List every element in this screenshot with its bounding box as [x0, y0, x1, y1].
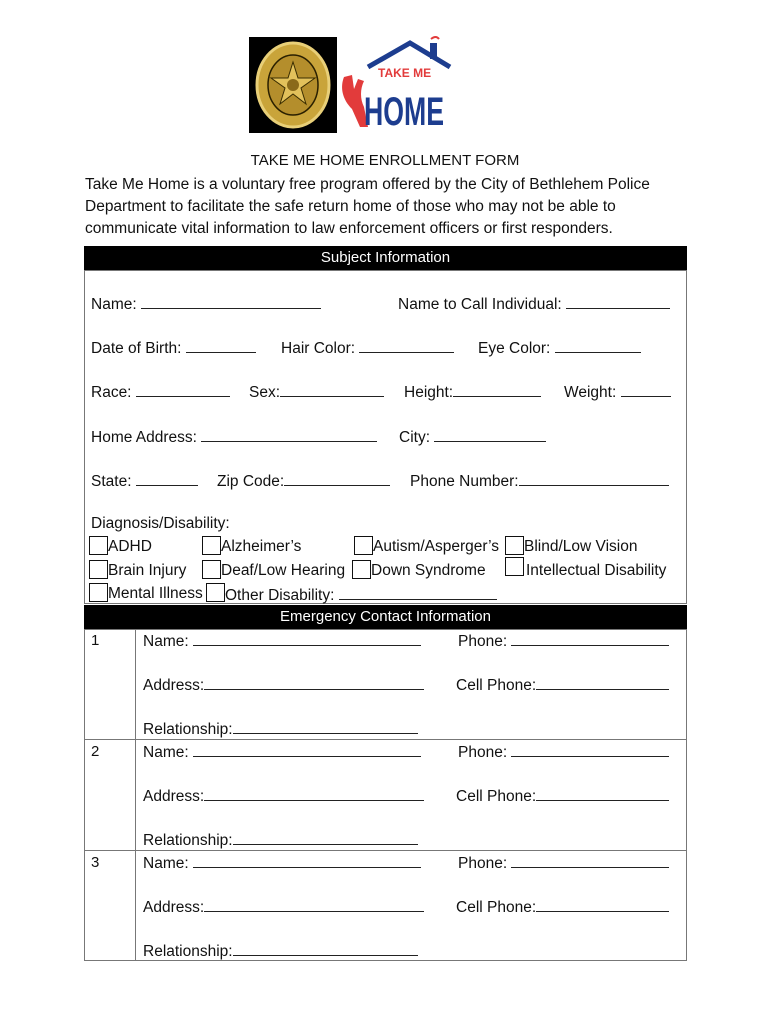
contact1-phone-input[interactable]	[511, 631, 669, 646]
adhd-label: ADHD	[108, 538, 152, 555]
hair-label: Hair Color:	[281, 340, 356, 357]
autism-label: Autism/Asperger’s	[373, 538, 500, 555]
race-input[interactable]	[136, 382, 230, 397]
name-to-call-field[interactable]	[398, 294, 670, 314]
emergency-column-divider	[135, 629, 136, 961]
contact1-relationship-field[interactable]	[143, 719, 418, 739]
address-label: Home Address:	[91, 429, 197, 446]
contact3-phone-input[interactable]	[511, 853, 669, 868]
sex-field[interactable]	[249, 382, 384, 402]
brain-injury-checkbox[interactable]	[89, 560, 108, 579]
name-to-call-label: Name to Call Individual:	[398, 296, 562, 313]
logo-text-bottom: HOME	[364, 90, 444, 134]
contact1-name-label: Name:	[143, 633, 189, 650]
contact3-address-input[interactable]	[204, 897, 424, 912]
weight-label: Weight:	[564, 384, 617, 401]
zip-label: Zip Code:	[217, 473, 285, 490]
contact2-name-input[interactable]	[193, 742, 421, 757]
name-input[interactable]	[141, 294, 321, 309]
other-disability-checkbox[interactable]	[206, 583, 225, 602]
blind-checkbox[interactable]	[505, 536, 524, 555]
zip-field[interactable]	[217, 471, 390, 491]
contact2-address-field[interactable]	[143, 786, 424, 806]
contact-number-2: 2	[91, 743, 100, 760]
contact2-phone-label: Phone:	[458, 744, 508, 761]
name-label: Name:	[91, 296, 137, 313]
deaf-checkbox[interactable]	[202, 560, 221, 579]
contact2-cell-label: Cell Phone:	[456, 788, 537, 805]
contact2-address-input[interactable]	[204, 786, 424, 801]
name-to-call-input[interactable]	[566, 294, 670, 309]
down-syndrome-label: Down Syndrome	[371, 562, 486, 579]
contact2-cell-field[interactable]	[456, 786, 669, 806]
eye-label: Eye Color:	[478, 340, 551, 357]
contact2-relationship-field[interactable]	[143, 830, 418, 850]
contact1-cell-label: Cell Phone:	[456, 677, 537, 694]
contact1-phone-field[interactable]	[458, 631, 669, 651]
zip-input[interactable]	[284, 471, 390, 486]
contact1-address-label: Address:	[143, 677, 205, 694]
contact3-name-field[interactable]	[143, 853, 421, 873]
contact3-phone-field[interactable]	[458, 853, 669, 873]
form-title: TAKE ME HOME ENROLLMENT FORM	[250, 152, 520, 169]
intellectual-checkbox[interactable]	[505, 557, 524, 576]
contact1-cell-input[interactable]	[536, 675, 669, 690]
contact2-cell-input[interactable]	[536, 786, 669, 801]
contact1-phone-label: Phone:	[458, 633, 508, 650]
contact1-relationship-input[interactable]	[233, 719, 418, 734]
phone-input[interactable]	[519, 471, 669, 486]
city-label: City:	[399, 429, 430, 446]
contact3-cell-label: Cell Phone:	[456, 899, 537, 916]
contact-number-3: 3	[91, 854, 100, 871]
phone-field[interactable]	[410, 471, 669, 491]
dob-field[interactable]	[91, 338, 256, 358]
address-field[interactable]	[91, 427, 377, 447]
contact3-name-input[interactable]	[193, 853, 421, 868]
name-field[interactable]	[91, 294, 321, 314]
take-me-home-logo	[338, 37, 453, 133]
eye-field[interactable]	[478, 338, 641, 358]
contact1-relationship-label: Relationship:	[143, 721, 233, 738]
race-field[interactable]	[91, 382, 230, 402]
mental-illness-label: Mental Illness	[108, 585, 203, 602]
down-syndrome-checkbox[interactable]	[352, 560, 371, 579]
race-label: Race:	[91, 384, 132, 401]
contact1-address-input[interactable]	[204, 675, 424, 690]
intro-paragraph: Take Me Home is a voluntary free program offered by the City of Bethlehem Police Department to facilitate the safe return home of those who may not be able to communicate vital information to law enforcement officers or first responders.	[85, 176, 650, 237]
city-field[interactable]	[399, 427, 546, 447]
contact2-name-label: Name:	[143, 744, 189, 761]
diagnosis-label: Diagnosis/Disability:	[91, 515, 230, 532]
blind-label: Blind/Low Vision	[524, 538, 638, 555]
autism-checkbox[interactable]	[354, 536, 373, 555]
contact3-address-label: Address:	[143, 899, 205, 916]
adhd-checkbox[interactable]	[89, 536, 108, 555]
other-disability-input[interactable]	[339, 585, 497, 600]
state-label: State:	[91, 473, 132, 490]
dob-label: Date of Birth:	[91, 340, 182, 357]
other-disability-label: Other Disability:	[225, 587, 335, 604]
state-input[interactable]	[136, 471, 198, 486]
eye-input[interactable]	[555, 338, 641, 353]
contact3-relationship-label: Relationship:	[143, 943, 233, 960]
address-input[interactable]	[201, 427, 377, 442]
weight-field[interactable]	[564, 382, 671, 402]
city-input[interactable]	[434, 427, 546, 442]
contact3-name-label: Name:	[143, 855, 189, 872]
phone-label: Phone Number:	[410, 473, 519, 490]
hair-field[interactable]	[281, 338, 454, 358]
contact2-relationship-input[interactable]	[233, 830, 418, 845]
contact1-name-field[interactable]	[143, 631, 421, 651]
height-label: Height:	[404, 384, 454, 401]
contact2-address-label: Address:	[143, 788, 205, 805]
other-disability-field[interactable]	[225, 585, 497, 605]
state-field[interactable]	[91, 471, 198, 491]
logo-text-top: TAKE ME	[378, 66, 432, 80]
deaf-label: Deaf/Low Hearing	[221, 562, 346, 579]
hair-input[interactable]	[359, 338, 454, 353]
alzheimers-label: Alzheimer’s	[221, 538, 302, 555]
contact2-phone-field[interactable]	[458, 742, 669, 762]
contact3-address-field[interactable]	[143, 897, 424, 917]
contact1-address-field[interactable]	[143, 675, 424, 695]
contact2-phone-input[interactable]	[511, 742, 669, 757]
contact3-cell-input[interactable]	[536, 897, 669, 912]
contact-divider-2	[84, 850, 687, 851]
dob-input[interactable]	[186, 338, 256, 353]
contact-number-1: 1	[91, 632, 100, 649]
sex-input[interactable]	[280, 382, 384, 397]
intellectual-label: Intellectual Disability	[526, 562, 667, 579]
contact-divider-1	[84, 739, 687, 740]
police-badge-logo	[249, 37, 337, 133]
weight-input[interactable]	[621, 382, 671, 397]
contact3-phone-label: Phone:	[458, 855, 508, 872]
height-input[interactable]	[453, 382, 541, 397]
contact1-cell-field[interactable]	[456, 675, 669, 695]
contact2-name-field[interactable]	[143, 742, 421, 762]
height-field[interactable]	[404, 382, 541, 402]
brain-injury-label: Brain Injury	[108, 562, 187, 579]
contact2-relationship-label: Relationship:	[143, 832, 233, 849]
subject-info-header: Subject Information	[84, 246, 687, 270]
emergency-contact-header: Emergency Contact Information	[84, 605, 687, 629]
sex-label: Sex:	[249, 384, 281, 401]
contact3-cell-field[interactable]	[456, 897, 669, 917]
contact1-name-input[interactable]	[193, 631, 421, 646]
alzheimers-checkbox[interactable]	[202, 536, 221, 555]
contact3-relationship-input[interactable]	[233, 941, 418, 956]
mental-illness-checkbox[interactable]	[89, 583, 108, 602]
contact3-relationship-field[interactable]	[143, 941, 418, 961]
